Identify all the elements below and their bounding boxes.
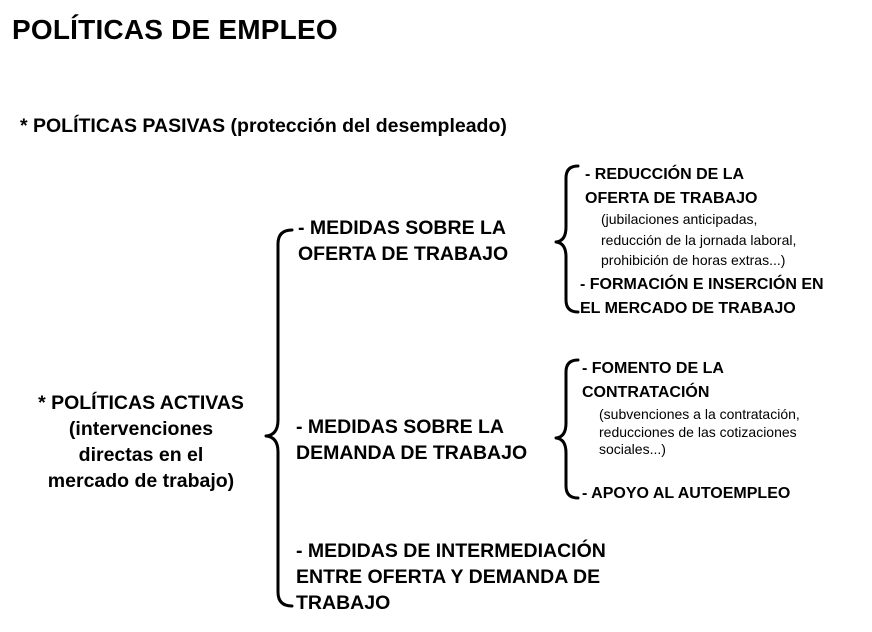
- demand-measures-title: - MEDIDAS SOBRE LA: [296, 416, 505, 438]
- intermediation-measures-line-3: TRABAJO: [296, 592, 391, 614]
- intermediation-measures-title: - MEDIDAS DE INTERMEDIACIÓN: [296, 540, 606, 562]
- passive-policies-label: * POLÍTICAS PASIVAS (protección del desempleado): [20, 115, 507, 137]
- main-brace: [266, 230, 292, 606]
- intermediation-measures-line-2: ENTRE OFERTA Y DEMANDA DE: [296, 566, 601, 588]
- supply-item-1-subtitle: OFERTA DE TRABAJO: [585, 190, 758, 207]
- demand-item-2: - APOYO AL AUTOEMPLEO: [582, 485, 791, 502]
- supply-item-1-title: - REDUCCIÓN DE LA: [585, 166, 745, 183]
- demand-item-1-detail-line: (subvenciones a la contratación,: [599, 406, 800, 422]
- demand-item-1-subtitle: CONTRATACIÓN: [582, 384, 710, 401]
- demand-brace: [556, 360, 578, 498]
- supply-item-1-detail-line: (jubilaciones anticipadas,: [601, 211, 758, 227]
- supply-measures-subtitle: OFERTA DE TRABAJO: [298, 243, 509, 265]
- page-title: POLÍTICAS DE EMPLEO: [12, 14, 338, 45]
- active-policies-title: * POLÍTICAS ACTIVAS: [38, 392, 244, 414]
- demand-measures-subtitle: DEMANDA DE TRABAJO: [296, 442, 528, 464]
- supply-item-1-detail-line: prohibición de horas extras...): [601, 252, 786, 268]
- active-policies-desc-3: mercado de trabajo): [47, 470, 235, 492]
- supply-item-2-title: - FORMACIÓN E INSERCIÓN EN: [580, 276, 824, 293]
- supply-brace: [556, 166, 578, 312]
- supply-item-1-detail-line: reducción de la jornada laboral,: [601, 231, 797, 248]
- active-policies-desc-1: (intervenciones: [68, 418, 214, 440]
- demand-item-1-detail-line: reducciones de las cotizaciones: [599, 423, 797, 440]
- active-policies-desc-2: directas en el: [78, 444, 204, 466]
- demand-item-1-detail-line: sociales...): [599, 441, 666, 457]
- supply-item-2-subtitle: EL MERCADO DE TRABAJO: [580, 300, 796, 317]
- demand-item-1-title: - FOMENTO DE LA: [582, 360, 724, 377]
- supply-measures-title: - MEDIDAS SOBRE LA: [298, 217, 507, 239]
